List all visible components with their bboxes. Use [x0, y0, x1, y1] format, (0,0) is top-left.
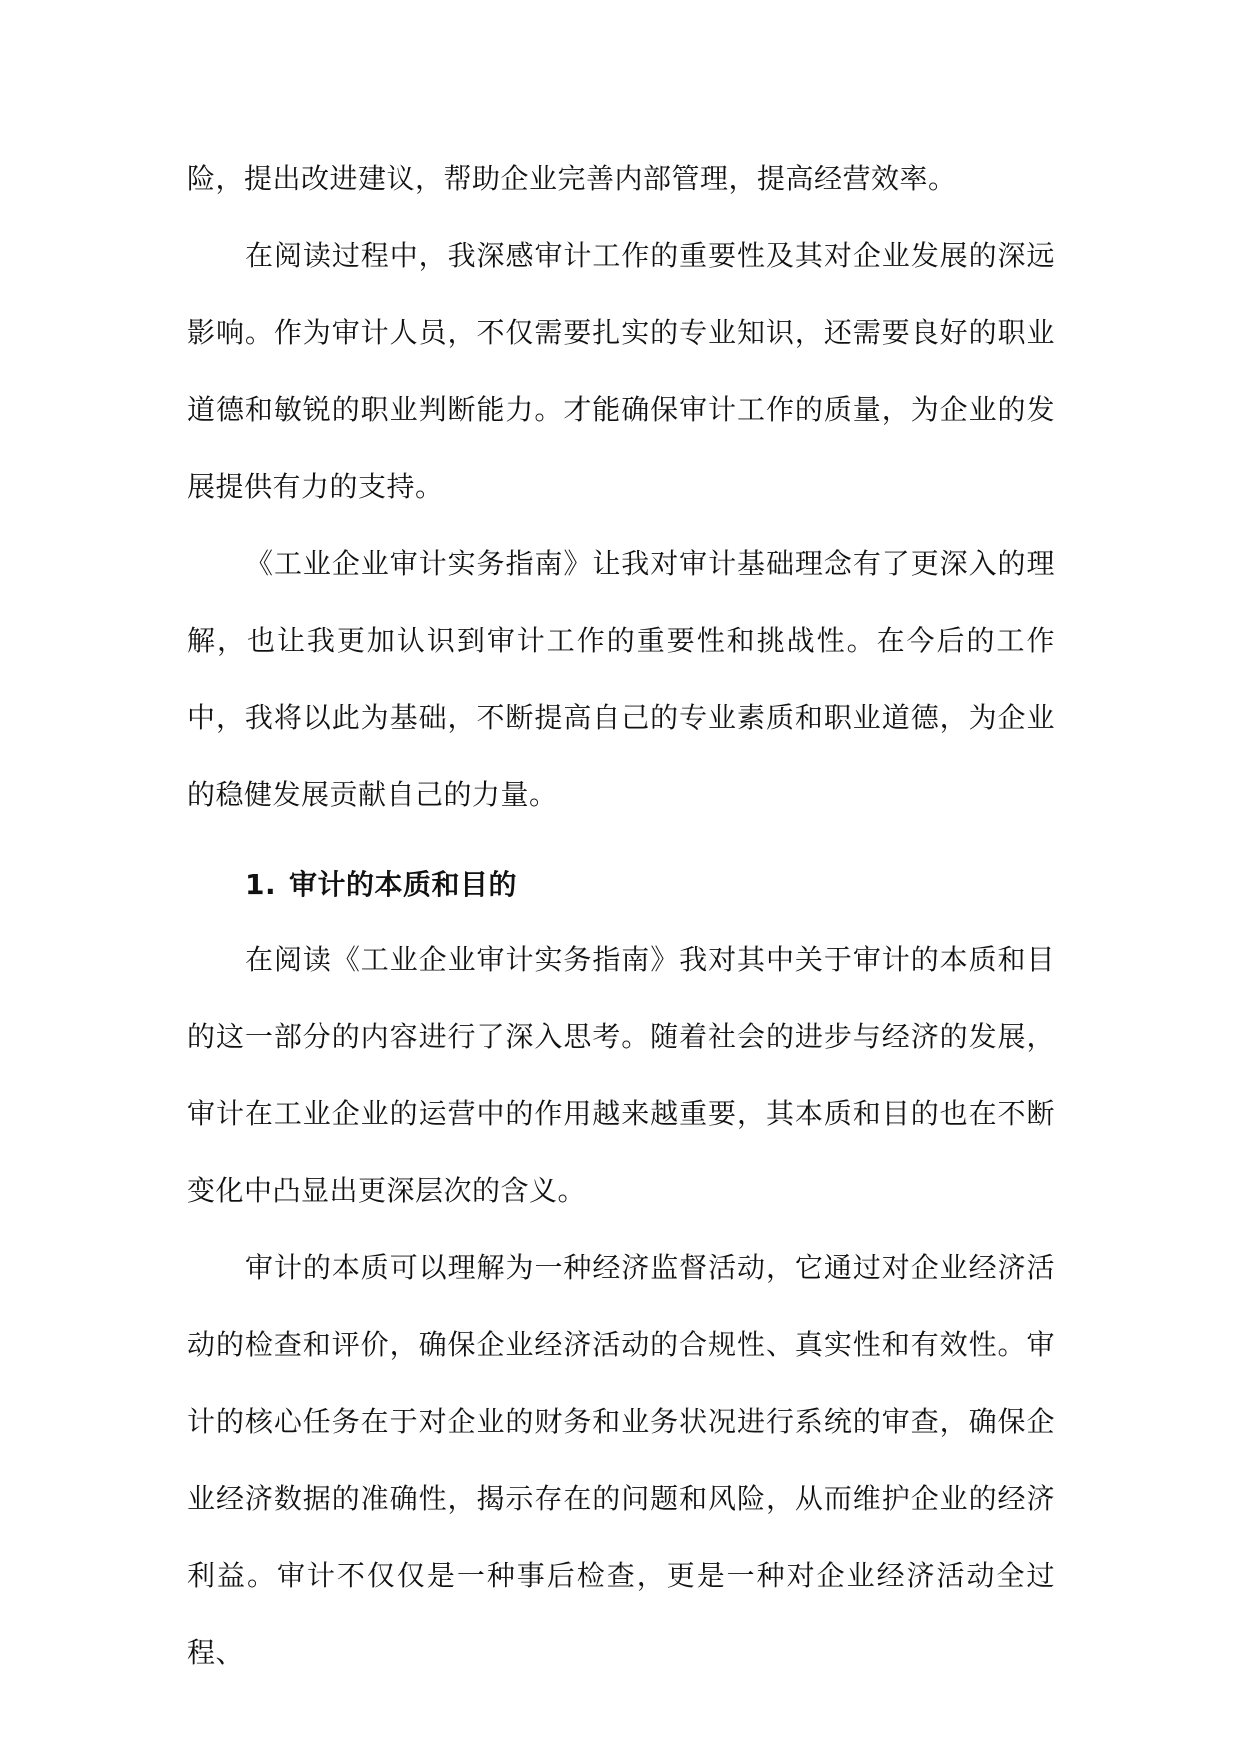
section-heading — [187, 865, 1055, 905]
paragraph-conclusion: 《工业企业审计实务指南》让我对审计基础理念有了更深入的理解，也让我更加认识到审计工作的重要性和挑战性。在今后的工作中，我将以此为基础，不断提高自己的专业素质和职业道德，为企业的稳健发展贡献自己的力量。 — [187, 547, 1055, 811]
section-number: 1. — [245, 868, 277, 901]
section-body — [187, 921, 1055, 1691]
paragraph-continuation: 险，提出改进建议，帮助企业完善内部管理，提高经营效率。 — [187, 162, 957, 195]
section-title: 审计的本质和目的 — [289, 868, 518, 901]
intro-text — [187, 140, 1055, 833]
section-heading-block — [187, 865, 1055, 905]
section-paragraph-intro: 在阅读《工业企业审计实务指南》我对其中关于审计的本质和目的这一部分的内容进行了深入思考。随着社会的进步与经济的发展，审计在工业企业的运营中的作用越来越重要，其本质和目的也在不断变化中凸显出更深层次的含义。 — [187, 943, 1055, 1207]
paragraph-reflection: 在阅读过程中，我深感审计工作的重要性及其对企业发展的深远影响。作为审计人员，不仅需要扎实的专业知识，还需要良好的职业道德和敏锐的职业判断能力。才能确保审计工作的质量，为企业的发展提供有力的支持。 — [187, 239, 1055, 503]
section-paragraph-essence: 审计的本质可以理解为一种经济监督活动，它通过对企业经济活动的检查和评价，确保企业经济活动的合规性、真实性和有效性。审计的核心任务在于对企业的财务和业务状况进行系统的审查，确保企业经济数据的准确性，揭示存在的问题和风险，从而维护企业的经济利益。审计不仅仅是一种事后检查，更是一种对企业经济活动全过程、 — [187, 1251, 1055, 1669]
